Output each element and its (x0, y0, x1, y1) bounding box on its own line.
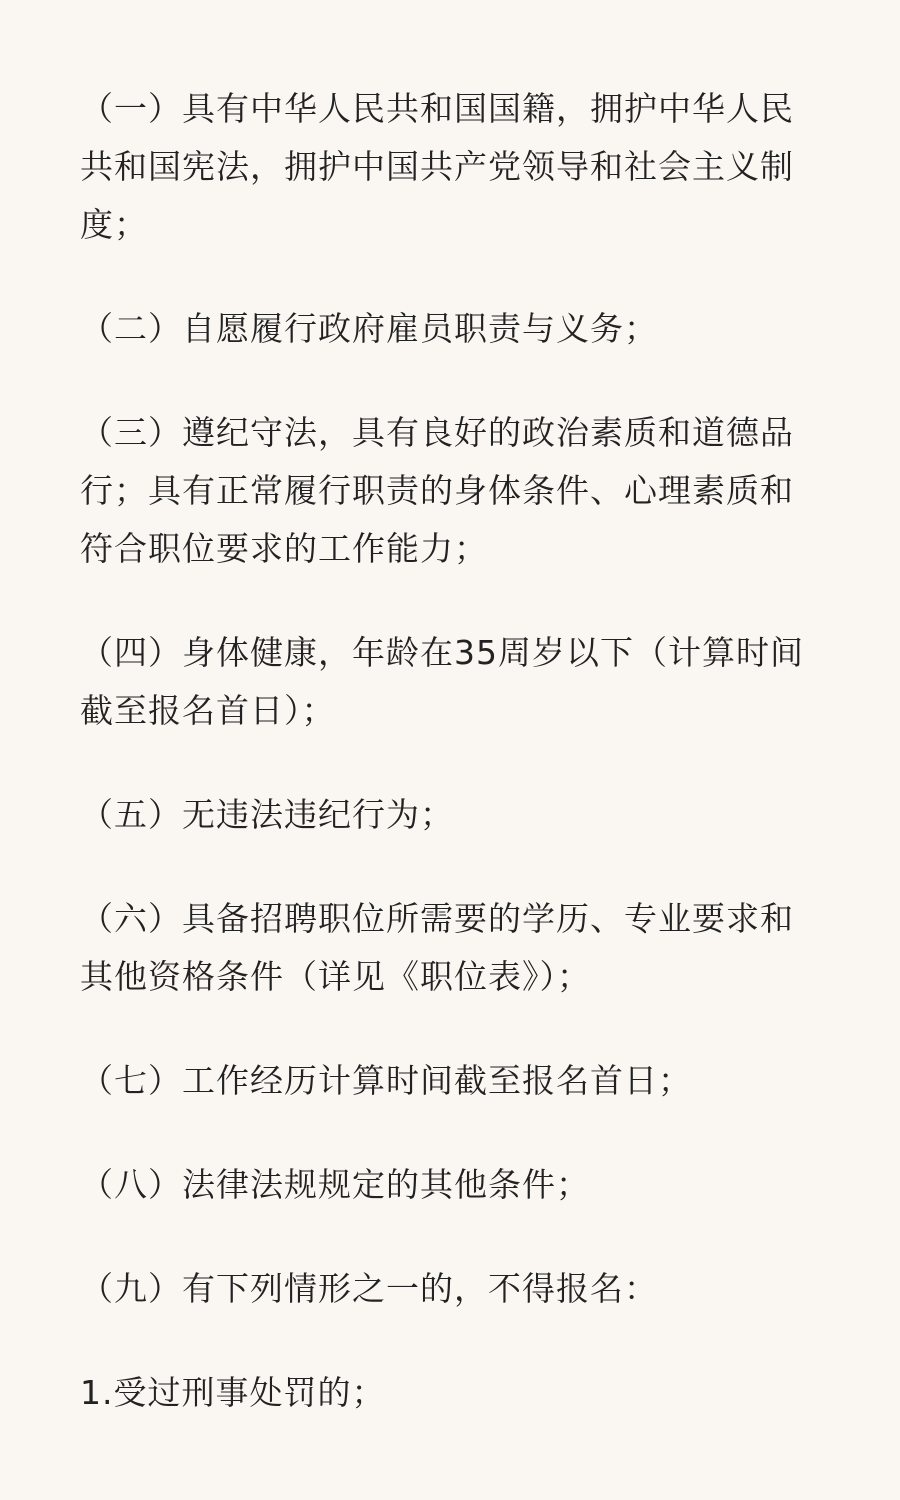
document-body (80, 80, 820, 1422)
requirement-4: （四）身体健康，年龄在35周岁以下（计算时间截至报名首日）； (80, 633, 804, 730)
exclusion-1: 1.受过刑事处罚的； (80, 1373, 386, 1412)
requirement-5: （五）无违法违纪行为； (80, 795, 454, 834)
requirement-3: （三）遵纪守法，具有良好的政治素质和道德品行；具有正常履行职责的身体条件、心理素质和符合职位要求的工作能力； (80, 413, 794, 568)
requirement-9: （九）有下列情形之一的，不得报名： (80, 1269, 658, 1308)
requirement-2: （二）自愿履行政府雇员职责与义务； (80, 309, 658, 348)
requirement-1: （一）具有中华人民共和国国籍，拥护中华人民共和国宪法，拥护中国共产党领导和社会主义制度； (80, 89, 794, 244)
requirement-7: （七）工作经历计算时间截至报名首日； (80, 1061, 692, 1100)
requirement-6: （六）具备招聘职位所需要的学历、专业要求和其他资格条件（详见《职位表》）； (80, 899, 794, 996)
requirement-8: （八）法律法规规定的其他条件； (80, 1165, 590, 1204)
